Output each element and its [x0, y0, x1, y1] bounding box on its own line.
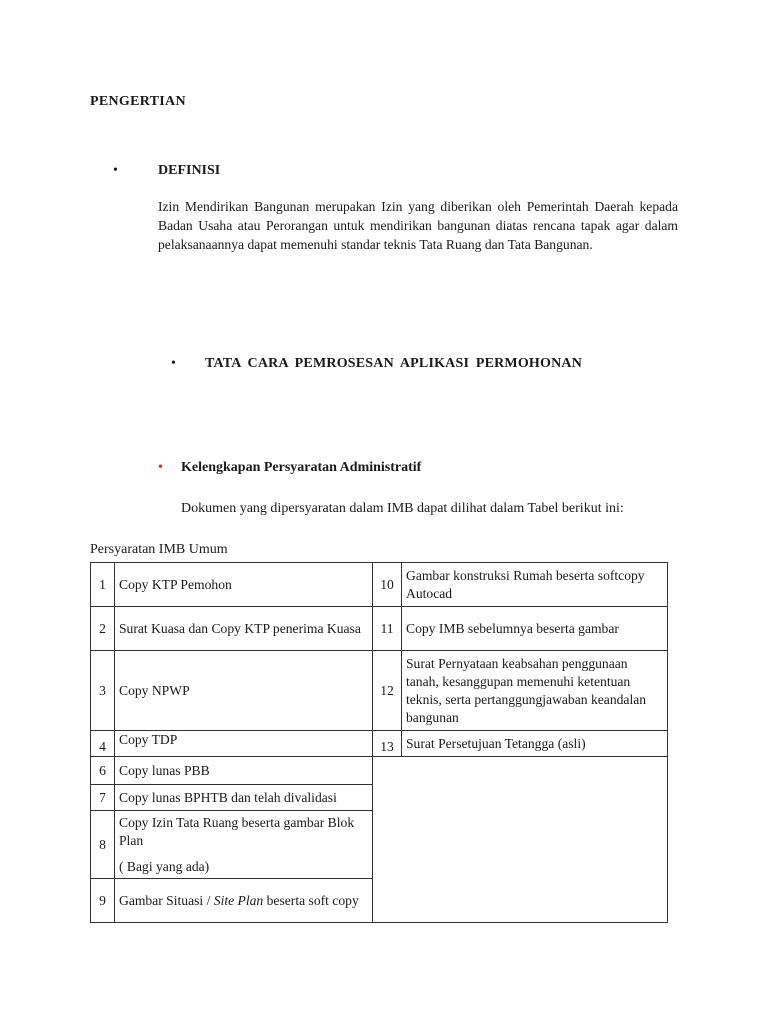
red-bullet-kelengkapan: • — [158, 460, 163, 475]
empty-cell — [373, 757, 668, 923]
requirement-text: Copy KTP Pemohon — [115, 563, 373, 607]
requirement-text: Copy TDP — [115, 731, 373, 757]
row-number: 8 — [91, 811, 115, 879]
definisi-heading: DEFINISI — [158, 163, 221, 178]
row-number: 12 — [373, 651, 402, 731]
row-number: 4 — [91, 731, 115, 757]
definisi-paragraph: Izin Mendirikan Bangunan merupakan Izin yang diberikan oleh Pemerintah Daerah kepada Badan Usaha atau Perorangan untuk mendirikan bangunan diatas rencana tapak agar dalam pelaksanaannya dapat memenuhi standar teknis Tata Ruang dan Tata Bangunan. — [158, 199, 678, 252]
row-number: 11 — [373, 607, 402, 651]
requirement-text: Surat Kuasa dan Copy KTP penerima Kuasa — [115, 607, 373, 651]
row-number: 7 — [91, 785, 115, 811]
requirement-text: Copy lunas BPHTB dan telah divalidasi — [115, 785, 373, 811]
bullet-tata-cara: • — [171, 356, 176, 371]
row-number: 9 — [91, 879, 115, 923]
requirement-text-italic: Site Plan — [213, 892, 264, 908]
requirement-text: Copy lunas PBB — [115, 757, 373, 785]
row-number: 13 — [373, 731, 402, 757]
tata-cara-heading: TATA CARA PEMROSESAN APLIKASI PERMOHONAN — [205, 356, 583, 371]
row-number: 10 — [373, 563, 402, 607]
row-number: 2 — [91, 607, 115, 651]
page-title: PENGERTIAN — [90, 94, 186, 109]
bullet-definisi: • — [113, 163, 118, 178]
row-number: 6 — [91, 757, 115, 785]
requirement-text-pre: Gambar Situasi / — [119, 892, 214, 908]
table-row — [91, 607, 668, 651]
requirement-text: Copy IMB sebelumnya beserta gambar — [402, 607, 668, 651]
kelengkapan-heading: Kelengkapan Persyaratan Administratif — [181, 460, 422, 475]
requirement-text — [115, 879, 373, 923]
table-row — [91, 651, 668, 731]
requirement-text: Surat Pernyataan keabsahan penggunaan tanah, kesanggupan memenuhi ketentuan teknis, serta pertanggungjawaban keandalan bangunan — [402, 651, 668, 731]
kelengkapan-intro: Dokumen yang dipersyaratan dalam IMB dapat dilihat dalam Tabel berikut ini: — [181, 501, 624, 516]
table-row — [91, 757, 668, 785]
requirement-text-post: beserta soft copy — [263, 892, 359, 908]
table-caption: Persyaratan IMB Umum — [90, 542, 228, 557]
requirement-text: Surat Persetujuan Tetangga (asli) — [402, 731, 668, 757]
requirement-text: Copy NPWP — [115, 651, 373, 731]
row-number: 1 — [91, 563, 115, 607]
requirement-text — [115, 811, 373, 879]
table-row — [91, 731, 668, 757]
requirement-text-note: ( Bagi yang ada) — [119, 858, 210, 874]
row-number: 3 — [91, 651, 115, 731]
table-row — [91, 563, 668, 607]
requirements-table — [90, 562, 668, 923]
requirement-text-main: Copy Izin Tata Ruang beserta gambar Blok Plan — [119, 814, 355, 848]
requirement-text: Gambar konstruksi Rumah beserta softcopy Autocad — [402, 563, 668, 607]
